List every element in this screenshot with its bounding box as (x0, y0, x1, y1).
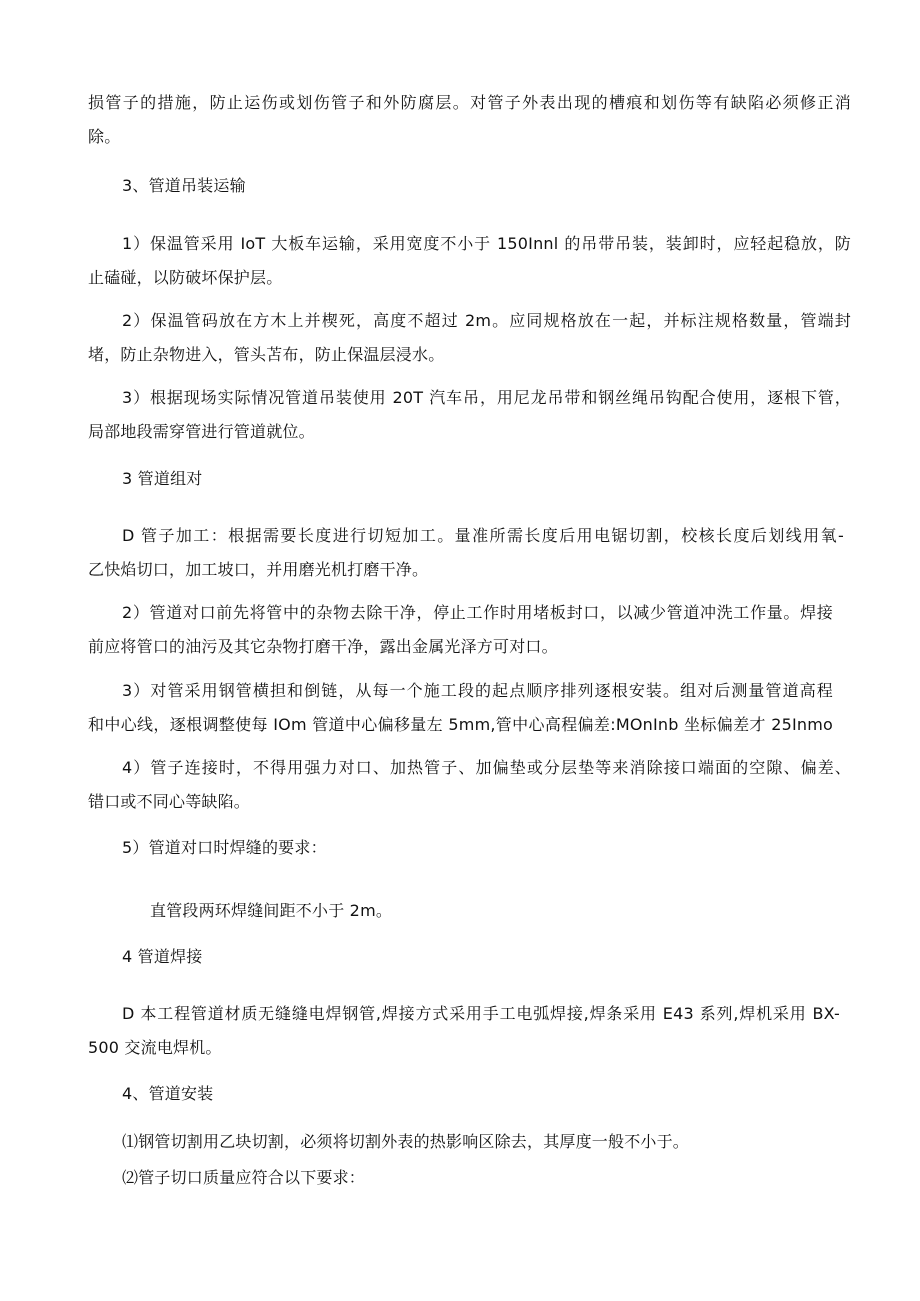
paragraph-line: 1）保温管采用 IoT 大板车运输，采用宽度不小于 150Innl 的吊带吊装，装卸时，应轻起稳放，防 (122, 234, 851, 253)
paragraph-line: 止磕碰，以防破坏保护层。 (88, 268, 283, 287)
paragraph-line: 5）管道对口时焊缝的要求： (122, 838, 327, 857)
paragraph-line: 2）保温管码放在方木上并楔死，高度不超过 2m。应同规格放在一起，并标注规格数量，管端封 (122, 311, 851, 330)
paragraph-line: ⑵管子切口质量应符合以下要求： (122, 1168, 366, 1187)
paragraph-line: 错口或不同心等缺陷。 (88, 792, 251, 811)
paragraph-line: 3）对管采用钢管横担和倒链，从每一个施工段的起点顺序排列逐根安装。组对后测量管道高程 (122, 681, 833, 700)
section-heading: 4、管道安装 (122, 1084, 214, 1103)
paragraph-line: 2）管道对口前先将管中的杂物去除干净，停止工作时用堵板封口，以减少管道冲洗工作量。焊接 (122, 603, 833, 622)
paragraph-line: 局部地段需穿管进行管道就位。 (88, 422, 315, 441)
paragraph-line: ⑴钢管切割用乙块切割，必须将切割外表的热影响区除去，其厚度一般不小于。 (122, 1132, 690, 1151)
paragraph-line: 4）管子连接时，不得用强力对口、加热管子、加偏垫或分层垫等来消除接口端面的空隙、偏差、 (122, 758, 851, 777)
paragraph-line: 损管子的措施，防止运伤或划伤管子和外防腐层。对管子外表出现的槽痕和划伤等有缺陷必须修正消 (88, 93, 851, 112)
paragraph-line: 500 交流电焊机。 (88, 1038, 222, 1057)
section-heading: 4 管道焊接 (122, 947, 203, 966)
paragraph-line: 堵，防止杂物进入，管头苫布，防止保温层浸水。 (88, 345, 445, 364)
section-heading: 3、管道吊装运输 (122, 176, 246, 195)
paragraph-line: 乙快焰切口，加工坡口，并用磨光机打磨干净。 (88, 560, 429, 579)
paragraph-line: 和中心线，逐根调整使每 IOm 管道中心偏移量左 5mm,管中心高程偏差:MOnInb 坐标偏差才 25Inmo (88, 715, 833, 734)
paragraph-line: D 本工程管道材质无缝缝电焊钢管,焊接方式采用手工电弧焊接,焊条采用 E43 系列,焊机采用 BX- (122, 1004, 840, 1023)
paragraph-line: D 管子加工：根据需要长度进行切短加工。量准所需长度后用电锯切割，校核长度后划线用氧- (122, 526, 844, 545)
paragraph-line: 除。 (88, 127, 121, 146)
paragraph-line: 直管段两环焊缝间距不小于 2m。 (150, 901, 393, 920)
paragraph-line: 前应将管口的油污及其它杂物打磨干净，露出金属光泽方可对口。 (88, 637, 558, 656)
section-heading: 3 管道组对 (122, 469, 203, 488)
paragraph-line: 3）根据现场实际情况管道吊装使用 20T 汽车吊，用尼龙吊带和钢丝绳吊钩配合使用，逐根下管， (122, 388, 851, 407)
